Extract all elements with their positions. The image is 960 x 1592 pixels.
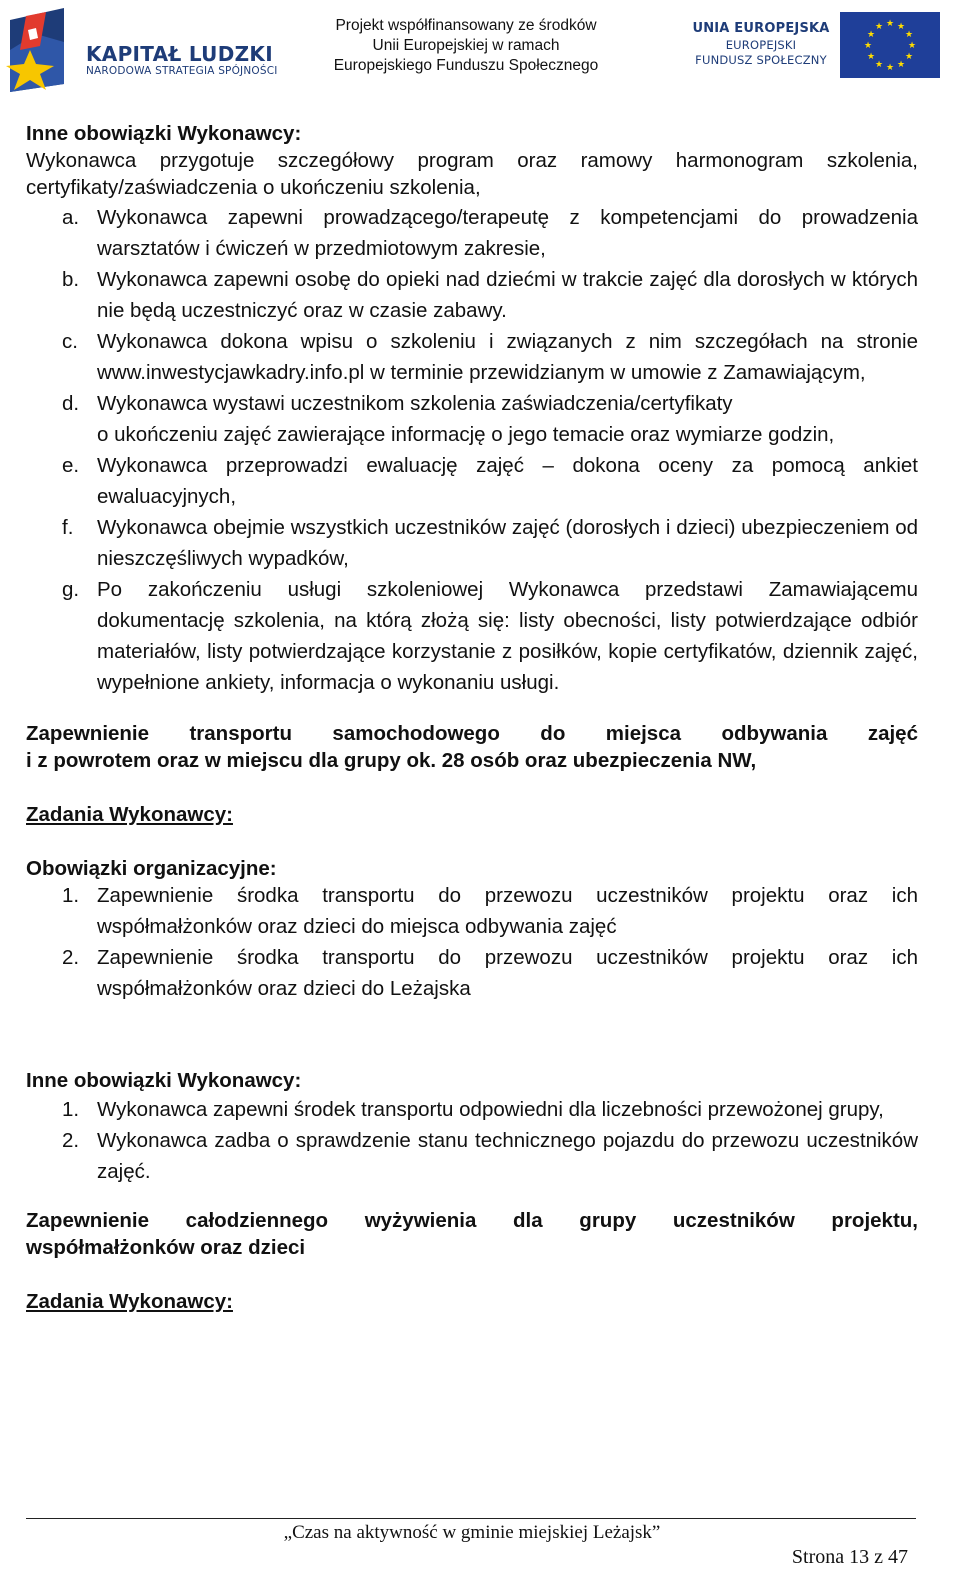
list-item bbox=[26, 1125, 918, 1187]
list-item bbox=[26, 574, 918, 698]
catering-section bbox=[26, 1207, 918, 1315]
list-item-text: Po zakończeniu usługi szkoleniowej Wykonawca przedstawi Zamawiającemu dokumentację szkolenia, na którą złożą się: listy obecności, listy potwierdzające odbiór materiałów, listy potwierdzające korzystanie z posiłków, kopie certyfikatów, dziennik zajęć, wypełnione ankiety, informacja o wykonaniu usługi. bbox=[97, 578, 918, 694]
list-marker: c. bbox=[62, 330, 78, 353]
cofinancing-note bbox=[326, 16, 606, 76]
footer-project-name: „Czas na aktywność w gminie miejskiej Leżajsk” bbox=[283, 1522, 661, 1543]
list-marker: 2. bbox=[62, 1129, 80, 1152]
cofinancing-line: Projekt współfinansowany ze środków bbox=[335, 17, 597, 34]
list-item-text: Wykonawca zapewni środek transportu odpowiedni dla liczebności przewożonej grupy, bbox=[97, 1098, 884, 1121]
list-item-text: Wykonawca wystawi uczestnikom szkolenia zaświadczenia/certyfikaty bbox=[97, 392, 733, 415]
list-item bbox=[26, 942, 918, 1004]
list-item-text: Wykonawca zapewni osobę do opieki nad dziećmi w trakcie zajęć dla dorosłych w których nie będą uczestniczyć oraz w czasie zabawy. bbox=[97, 268, 918, 322]
section-title: Zapewnienie transportu samochodowego do miejsca odbywania zajęć bbox=[26, 722, 918, 745]
svg-text:★: ★ bbox=[907, 41, 917, 51]
list-item bbox=[26, 326, 918, 388]
eu-title: UNIA EUROPEJSKA bbox=[692, 21, 830, 36]
tasks-heading: Zadania Wykonawcy: bbox=[26, 803, 233, 826]
logo-subtitle: NARODOWA STRATEGIA SPÓJNOŚCI bbox=[86, 65, 278, 77]
list-marker: 1. bbox=[62, 884, 80, 907]
svg-text:★: ★ bbox=[885, 19, 895, 29]
list-marker: d. bbox=[62, 392, 80, 415]
footer-divider bbox=[26, 1518, 916, 1519]
section-title: Zapewnienie całodziennego wyżywienia dla grupy uczestników projektu, bbox=[26, 1209, 918, 1232]
list-marker: a. bbox=[62, 206, 80, 229]
svg-text:★: ★ bbox=[874, 22, 884, 32]
list-item-text: Wykonawca zapewni prowadzącego/terapeutę z kompetencjami do prowadzenia warsztatów i ćwiczeń w przedmiotowym zakresie, bbox=[97, 206, 918, 260]
list-item bbox=[26, 388, 918, 450]
cofinancing-line: Unii Europejskiej w ramach bbox=[372, 37, 560, 54]
svg-text:★: ★ bbox=[896, 60, 906, 70]
kapital-ludzki-logo-icon bbox=[6, 6, 74, 94]
list-item bbox=[26, 880, 918, 942]
section-title: i z powrotem oraz w miejscu dla grupy ok. 28 osób oraz ubezpieczenia NW, bbox=[26, 749, 757, 772]
tasks-heading: Zadania Wykonawcy: bbox=[26, 1290, 233, 1313]
list-marker: b. bbox=[62, 268, 80, 291]
svg-text:★: ★ bbox=[904, 30, 914, 40]
page-header bbox=[0, 0, 960, 100]
list-item-text: o ukończeniu zajęć zawierające informację o jego temacie oraz wymiarze godzin, bbox=[97, 423, 835, 446]
page-number: Strona 13 z 47 bbox=[791, 1546, 908, 1568]
list-item bbox=[26, 512, 918, 574]
logo-title: KAPITAŁ LUDZKI bbox=[86, 42, 273, 66]
svg-text:★: ★ bbox=[885, 63, 895, 73]
list-item-text: Wykonawca obejmie wszystkich uczestników zajęć (dorosłych i dzieci) ubezpieczeniem od nieszczęśliwych wypadków, bbox=[97, 516, 918, 570]
eu-subtitle-2: FUNDUSZ SPOŁECZNY bbox=[695, 53, 827, 67]
list-item-text: Wykonawca zadba o sprawdzenie stanu technicznego pojazdu do przewozu uczestników zajęć. bbox=[97, 1129, 918, 1183]
eu-subtitle-1: EUROPEJSKI bbox=[725, 38, 797, 52]
other-heading: Inne obowiązki Wykonawcy: bbox=[26, 1069, 302, 1092]
list-item bbox=[26, 202, 918, 264]
cofinancing-line: Europejskiego Funduszu Społecznego bbox=[333, 57, 599, 74]
obligations-list bbox=[26, 202, 918, 698]
list-item bbox=[26, 264, 918, 326]
list-item bbox=[26, 450, 918, 512]
svg-text:★: ★ bbox=[866, 52, 876, 62]
svg-text:★: ★ bbox=[866, 30, 876, 40]
list-marker: e. bbox=[62, 454, 80, 477]
document-body bbox=[26, 120, 918, 1315]
svg-text:★: ★ bbox=[904, 52, 914, 62]
list-marker: 2. bbox=[62, 946, 80, 969]
list-marker: 1. bbox=[62, 1098, 80, 1121]
list-marker: g. bbox=[62, 578, 80, 601]
svg-text:★: ★ bbox=[896, 22, 906, 32]
eu-label bbox=[686, 20, 836, 68]
list-item-text: Zapewnienie środka transportu do przewozu uczestników projektu oraz ich współmałżonków oraz dzieci do miejsca odbywania zajęć bbox=[97, 884, 918, 938]
org-heading: Obowiązki organizacyjne: bbox=[26, 857, 277, 880]
svg-text:★: ★ bbox=[874, 60, 884, 70]
section-title: współmałżonków oraz dzieci bbox=[26, 1236, 306, 1259]
kapital-ludzki-logo bbox=[6, 6, 296, 94]
section-intro: Wykonawca przygotuje szczegółowy program oraz ramowy harmonogram szkolenia, certyfikaty/zaświadczenia o ukończeniu szkolenia, bbox=[26, 149, 918, 199]
transport-section bbox=[26, 720, 918, 1187]
eu-flag-icon bbox=[840, 12, 940, 78]
list-item bbox=[26, 1094, 918, 1125]
list-item-text: Wykonawca dokona wpisu o szkoleniu i związanych z nim szczegółach na stronie www.inwestycjawkadry.info.pl w terminie przewidzianym w umowie z Zamawiającym, bbox=[97, 330, 918, 384]
section-heading: Inne obowiązki Wykonawcy: bbox=[26, 122, 302, 145]
list-marker: f. bbox=[62, 516, 74, 539]
svg-text:★: ★ bbox=[863, 41, 873, 51]
list-item-text: Wykonawca przeprowadzi ewaluację zajęć – dokona oceny za pomocą ankiet ewaluacyjnych, bbox=[97, 454, 918, 508]
list-item-text: Zapewnienie środka transportu do przewozu uczestników projektu oraz ich współmałżonków oraz dzieci do Leżajska bbox=[97, 946, 918, 1000]
